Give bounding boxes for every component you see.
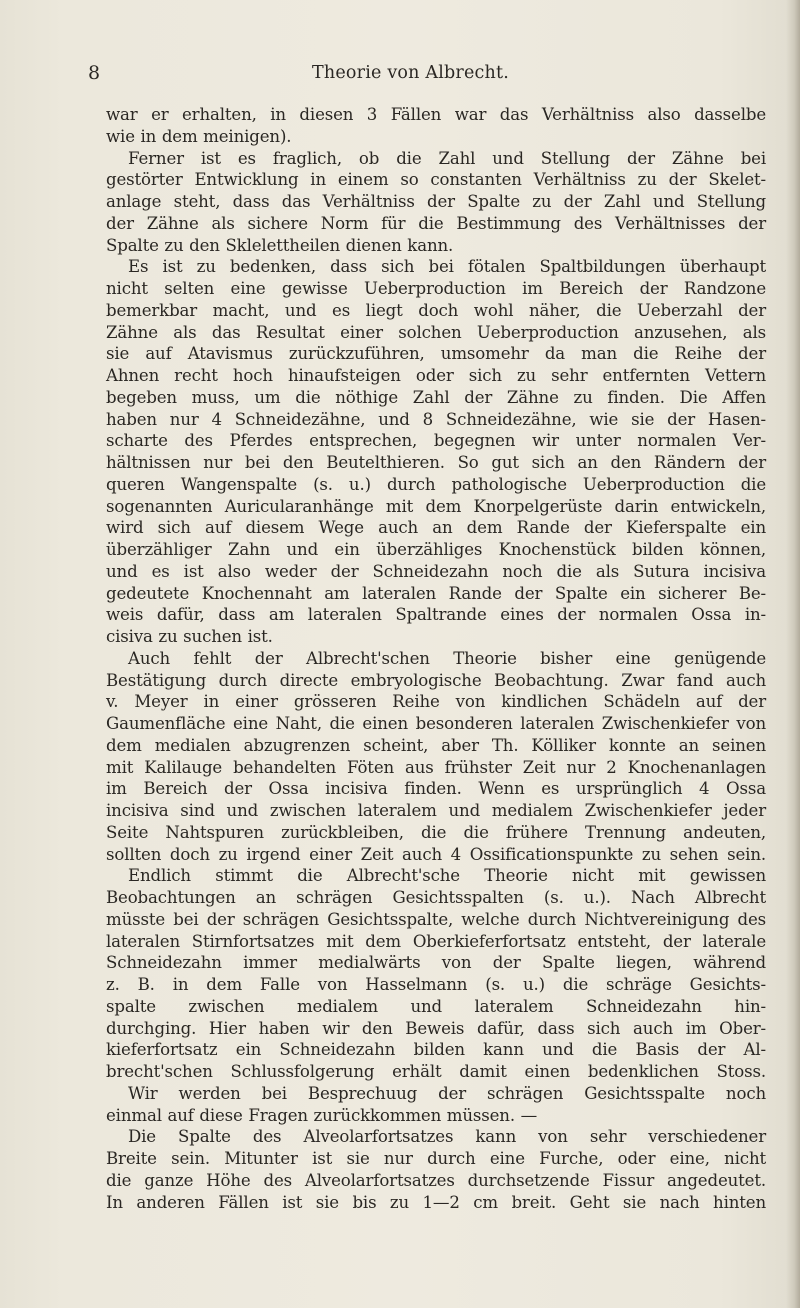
text-line: haben nur 4 Schneidezähne, und 8 Schneidezähne, wie sie der Hasen- <box>106 409 766 429</box>
text-line: In anderen Fällen ist sie bis zu 1—2 cm breit. Geht sie nach hinten <box>106 1192 766 1212</box>
text-line: die ganze Höhe des Alveolarfortsatzes durchsetzende Fissur angedeutet. <box>106 1170 766 1190</box>
text-line: und es ist also weder der Schneidezahn noch die als Sutura incisiva <box>106 561 766 581</box>
page-number: 8 <box>88 62 101 84</box>
text-line: gedeutete Knochennaht am lateralen Rande der Spalte ein sicherer Be- <box>106 583 766 603</box>
text-line: dem medialen abzugrenzen scheint, aber Th. Kölliker konnte an seinen <box>106 735 766 755</box>
text-line: queren Wangenspalte (s. u.) durch pathologische Ueberproduction die <box>106 474 766 494</box>
text-line: Endlich stimmt die Albrecht'sche Theorie nicht mit gewissen <box>128 866 766 886</box>
text-line: im Bereich der Ossa incisiva finden. Wenn es ursprünglich 4 Ossa <box>106 779 766 799</box>
text-line: lateralen Stirnfortsatzes mit dem Oberkieferfortsatz entsteht, der laterale <box>106 931 766 951</box>
text-line: war er erhalten, in diesen 3 Fällen war das Verhältniss also dasselbe <box>106 105 766 124</box>
text-line: sogenannten Auricularanhänge mit dem Knorpelgerüste darin entwickeln, <box>106 496 766 516</box>
text-line: hältnissen nur bei den Beutelthieren. So gut sich an den Rändern der <box>106 453 766 472</box>
text-line: sie auf Atavismus zurückzuführen, umsomehr da man die Reihe der <box>106 344 766 364</box>
text-line: Zähne als das Resultat einer solchen Ueberproduction anzusehen, als <box>106 322 766 342</box>
text-line: scharte des Pferdes entsprechen, begegnen wir unter normalen Ver- <box>106 431 766 451</box>
text-line: der Zähne als sichere Norm für die Bestimmung des Verhältnisses der <box>106 213 766 233</box>
text-line: brecht'schen Schlussfolgerung erhält damit einen bedenklichen Stoss. <box>106 1062 766 1081</box>
text-line: Beobachtungen an schrägen Gesichtsspalten (s. u.). Nach Albrecht <box>106 888 766 907</box>
text-line: weis dafür, dass am lateralen Spaltrande eines der normalen Ossa in- <box>106 605 766 625</box>
text-line: incisiva sind und zwischen lateralem und medialem Zwischenkiefer jeder <box>106 801 766 820</box>
text-line: Seite Nahtspuren zurückbleiben, die die frühere Trennung andeuten, <box>106 822 766 842</box>
text-line: Schneidezahn immer medialwärts von der Spalte liegen, während <box>106 953 766 973</box>
text-line: begeben muss, um die nöthige Zahl der Zähne zu finden. Die Affen <box>106 387 766 407</box>
text-line: anlage steht, dass das Verhältniss der Spalte zu der Zahl und Stellung <box>106 192 766 211</box>
text-line: kieferfortsatz ein Schneidezahn bilden kann und die Basis der Al- <box>106 1040 766 1060</box>
text-line: Wir werden bei Besprechuug der schrägen Gesichtsspalte noch <box>128 1083 766 1103</box>
text-line: mit Kalilauge behandelten Föten aus frühster Zeit nur 2 Knochenanlagen <box>106 757 766 777</box>
body-text <box>106 104 766 1213</box>
text-line: durchging. Hier haben wir den Beweis dafür, dass sich auch im Ober- <box>106 1018 766 1038</box>
text-line: Gaumenfläche eine Naht, die einen besonderen lateralen Zwischenkiefer von <box>106 714 766 733</box>
text-line: Bestätigung durch directe embryologische Beobachtung. Zwar fand auch <box>106 670 766 690</box>
text-line: gestörter Entwicklung in einem so constanten Verhältniss zu der Skelet- <box>106 170 766 190</box>
text-line: Die Spalte des Alveolarfortsatzes kann von sehr verschiedener <box>128 1127 766 1147</box>
text-line: spalte zwischen medialem und lateralem Schneidezahn hin- <box>106 996 766 1016</box>
text-line: Ferner ist es fraglich, ob die Zahl und Stellung der Zähne bei <box>128 148 766 168</box>
text-line: Spalte zu den Sklelettheilen dienen kann. <box>106 235 454 255</box>
text-line: Es ist zu bedenken, dass sich bei fötalen Spaltbildungen überhaupt <box>128 257 766 277</box>
text-line: cisiva zu suchen ist. <box>106 627 273 646</box>
text-line: sollten doch zu irgend einer Zeit auch 4 Ossificationspunkte zu sehen sein. <box>106 844 766 864</box>
text-line: einmal auf diese Fragen zurückkommen müssen. — <box>106 1105 538 1125</box>
text-line: müsste bei der schrägen Gesichtsspalte, welche durch Nichtvereinigung des <box>106 909 766 929</box>
text-line: Ahnen recht hoch hinaufsteigen oder sich zu sehr entfernten Vettern <box>106 366 766 385</box>
text-line: nicht selten eine gewisse Ueberproduction im Bereich der Randzone <box>106 279 766 298</box>
text-line: bemerkbar macht, und es liegt doch wohl näher, die Ueberzahl der <box>106 300 766 320</box>
text-line: Breite sein. Mitunter ist sie nur durch eine Furche, oder eine, nicht <box>106 1149 766 1168</box>
text-line: überzähliger Zahn und ein überzähliges Knochenstück bilden können, <box>106 540 766 559</box>
running-title: Theorie von Albrecht. <box>312 63 509 83</box>
text-line: z. B. in dem Falle von Hasselmann (s. u.) die schräge Gesichts- <box>106 975 766 994</box>
text-line: wird sich auf diesem Wege auch an dem Rande der Kieferspalte ein <box>106 518 766 538</box>
text-line: v. Meyer in einer grösseren Reihe von kindlichen Schädeln auf der <box>106 692 766 712</box>
page-edge-shadow <box>786 0 800 1308</box>
text-line: Auch fehlt der Albrecht'schen Theorie bisher eine genügende <box>128 648 766 668</box>
text-line: wie in dem meinigen). <box>106 126 292 146</box>
page-header <box>88 62 768 86</box>
